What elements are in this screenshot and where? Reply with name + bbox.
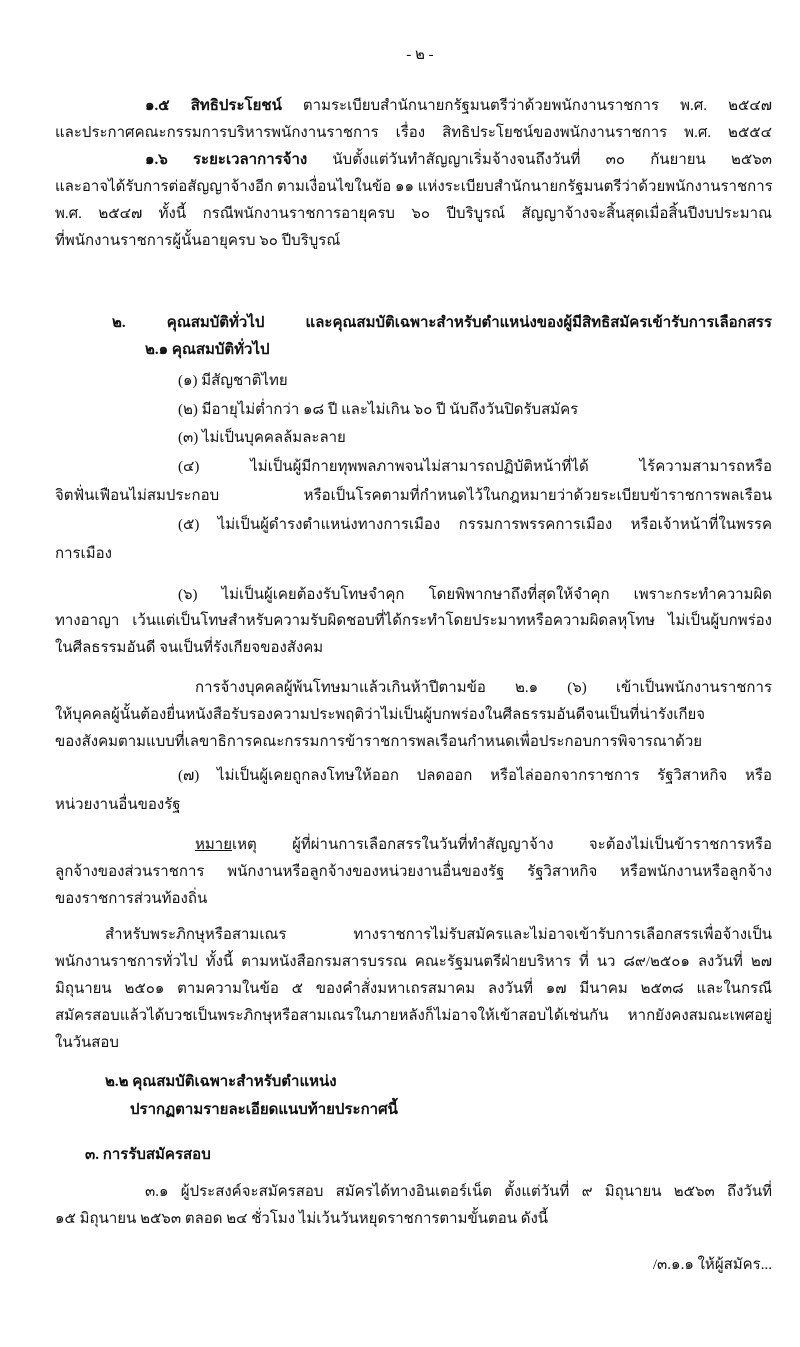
subsection-heading (105, 1072, 772, 1092)
line-text: พนักงานราชการทั่วไป ทั้งนี้ ตามหนังสือกรมสารบรรณ คณะรัฐมนตรีฝ่ายบริหาร ที่ นว ๘๙/๒๕๐๑ ลงวันที่ ๒๗ (55, 954, 772, 970)
text-line (55, 862, 772, 882)
underlined-text: หมาย (195, 837, 232, 853)
line-text: การจ้างบุคคลผู้พ้นโทษมาแล้วเกินห้าปีตามข้อ ๒.๑ (๖) เข้าเป็นพนักงานราชการ (195, 680, 772, 696)
bold-text: ๒. คุณสมบัติทั่วไป และคุณสมบัติเฉพาะสำหรับตำแหน่งของผู้มีสิทธิสมัครเข้ารับการเลือกสรร (112, 315, 772, 331)
text-line (178, 400, 772, 420)
line-text: ของสังคมตามแบบที่เลขาธิการคณะกรรมการข้าราชการพลเรือนกำหนดเพื่อประกอบการพิจารณาด้วย (55, 734, 703, 750)
text-line (55, 638, 772, 658)
text-line (55, 889, 772, 909)
line-text: ของราชการส่วนท้องถิ่น (55, 891, 208, 907)
text-line (178, 585, 772, 605)
text-line (55, 486, 772, 506)
line-text: หน่วยงานอื่นของรัฐ (55, 797, 181, 813)
text-line (55, 952, 772, 972)
line-text: ในศีลธรรมอันดี จนเป็นที่รังเกียจของสังคม (55, 640, 324, 656)
text-line (55, 123, 772, 143)
text-line (178, 371, 772, 391)
bold-text: ๓. การรับสมัครสอบ (85, 1147, 211, 1163)
text-line (55, 177, 772, 197)
line-text: สำหรับพระภิกษุหรือสามเณร ทางราชการไม่รับสมัครและไม่อาจเข้ารับการเลือกสรรเพื่อจ้างเป็น (105, 927, 772, 943)
text-line (55, 204, 772, 224)
text-line (55, 979, 772, 999)
text-line (178, 457, 772, 477)
text-line (195, 835, 772, 855)
text-line (55, 795, 772, 815)
page-number: - ๒ - (406, 47, 434, 63)
line-text: เหตุ ผู้ที่ผ่านการเลือกสรรในวันที่ทำสัญญาจ้าง จะต้องไม่เป็นข้าราชการหรือ (232, 837, 772, 853)
text-line (145, 1182, 772, 1202)
line-text: จิตฟั่นเฟือนไม่สมประกอบ หรือเป็นโรคตามที่กำหนดไว้ในกฎหมายว่าด้วยระเบียบข้าราชการพลเรือน (55, 488, 772, 504)
bold-text: ปรากฏตามรายละเอียดแนบท้ายประกาศนี้ (130, 1102, 398, 1118)
line-text: (๔) ไม่เป็นผู้มีกายทุพพลภาพจนไม่สามารถปฏิบัติหน้าที่ได้ ไร้ความสามารถหรือ (178, 459, 772, 475)
bold-text: ๑.๖ ระยะเวลาการจ้าง (145, 152, 308, 168)
line-text: (๑) มีสัญชาติไทย (178, 373, 288, 389)
subsection-heading (145, 340, 772, 360)
text-line (55, 1209, 772, 1229)
text-line (178, 766, 772, 786)
section-heading (85, 1145, 772, 1165)
text-line (55, 732, 772, 752)
line-text: (๓) ไม่เป็นบุคคลล้มละลาย (178, 430, 346, 446)
text-line (55, 611, 772, 631)
line-text: นับตั้งแต่วันทำสัญญาเริ่มจ้างจนถึงวันที่ ๓๐ กันยายน ๒๕๖๓ (307, 152, 773, 168)
line-text: (๒) มีอายุไม่ต่ำกว่า ๑๘ ปี และไม่เกิน ๖๐ ปี นับถึงวันปิดรับสมัคร (178, 402, 579, 418)
line-text: พ.ศ. ๒๕๔๗ ทั้งนี้ กรณีพนักงานราชการอายุครบ ๖๐ ปีบริบูรณ์ สัญญาจ้างจะสิ้นสุดเมื่อสิ้นปีงบประมาณ (55, 206, 772, 222)
text-line (55, 1033, 772, 1053)
section-heading (112, 313, 772, 333)
text-line (130, 1100, 772, 1120)
line-text: (๕) ไม่เป็นผู้ดำรงตำแหน่งทางการเมือง กรรมการพรรคการเมือง หรือเจ้าหน้าที่ในพรรค (178, 517, 772, 533)
text-line (55, 231, 772, 251)
line-text: และอาจได้รับการต่อสัญญาจ้างอีก ตามเงื่อนไขในข้อ ๑๑ แห่งระเบียบสำนักนายกรัฐมนตรีว่าด้วยพนักงานราชการ (55, 179, 773, 195)
line-text: ทางอาญา เว้นแต่เป็นโทษสำหรับความรับผิดชอบที่ได้กระทำโดยประมาทหรือความผิดลหุโทษ ไม่เป็นผู้บกพร่อง (55, 613, 772, 629)
text-line (178, 428, 772, 448)
line-text: ในวันสอบ (55, 1035, 119, 1051)
text-line (55, 1006, 772, 1026)
line-text: ที่พนักงานราชการผู้นั้นอายุครบ ๖๐ ปีบริบูรณ์ (55, 233, 341, 249)
text-line (653, 1255, 772, 1275)
line-text: (๗) ไม่เป็นผู้เคยถูกลงโทษให้ออก ปลดออก หรือไล่ออกจากราชการ รัฐวิสาหกิจ หรือ (178, 768, 772, 784)
bold-text: ๒.๑ คุณสมบัติทั่วไป (145, 342, 270, 358)
text-line (178, 515, 772, 535)
text-line (145, 96, 772, 116)
line-text: ลูกจ้างของส่วนราชการ พนักงานหรือลูกจ้างของหน่วยงานอื่นของรัฐ รัฐวิสาหกิจ หรือพนักงานหรือลูกจ้าง (55, 864, 772, 880)
line-text: ๓.๑ ผู้ประสงค์จะสมัครสอบ สมัครได้ทางอินเตอร์เน็ต ตั้งแต่วันที่ ๙ มิถุนายน ๒๕๖๓ ถึงวันที่ (145, 1184, 772, 1200)
line-text: และประกาศคณะกรรมการบริหารพนักงานราชการ เรื่อง สิทธิประโยชน์ของพนักงานราชการ พ.ศ. ๒๕๕๔ (55, 125, 772, 141)
line-text: ให้บุคคลผู้นั้นต้องยื่นหนังสือรับรองความประพฤติว่าไม่เป็นผู้บกพร่องในศีลธรรมอันดีจนเป็นที่น่ารังเกียจ (55, 707, 706, 723)
bold-text: ๑.๕ สิทธิประโยชน์ (145, 98, 282, 114)
text-line (55, 705, 772, 725)
line-text: ตามระเบียบสำนักนายกรัฐมนตรีว่าด้วยพนักงานราชการ พ.ศ. ๒๕๔๗ (281, 98, 772, 114)
line-text: การเมือง (55, 546, 112, 562)
line-text: (๖) ไม่เป็นผู้เคยต้องรับโทษจำคุก โดยพิพากษาถึงที่สุดให้จำคุก เพราะกระทำความผิด (178, 587, 772, 603)
text-line (195, 678, 772, 698)
text-line (55, 544, 772, 564)
line-text: สมัครสอบแล้วได้บวชเป็นพระภิกษุหรือสามเณรในภายหลังก็ไม่อาจให้เข้าสอบได้เช่นกัน หากยังคงสมณะเพศอยู่ (55, 1008, 772, 1024)
text-line (105, 925, 772, 945)
bold-text: ๒.๒ คุณสมบัติเฉพาะสำหรับตำแหน่ง (105, 1074, 337, 1090)
line-text: ๑๕ มิถุนายน ๒๕๖๓ ตลอด ๒๔ ชั่วโมง ไม่เว้นวันหยุดราชการตามขั้นตอน ดังนี้ (55, 1211, 549, 1227)
line-text: มิถุนายน ๒๕๐๑ ตามความในข้อ ๕ ของคำสั่งมหาเถรสมาคม ลงวันที่ ๑๗ มีนาคม ๒๕๓๘ และในกรณี (55, 981, 772, 997)
text-line (145, 150, 772, 170)
line-text: /๓.๑.๑ ให้ผู้สมัคร... (652, 1257, 772, 1273)
